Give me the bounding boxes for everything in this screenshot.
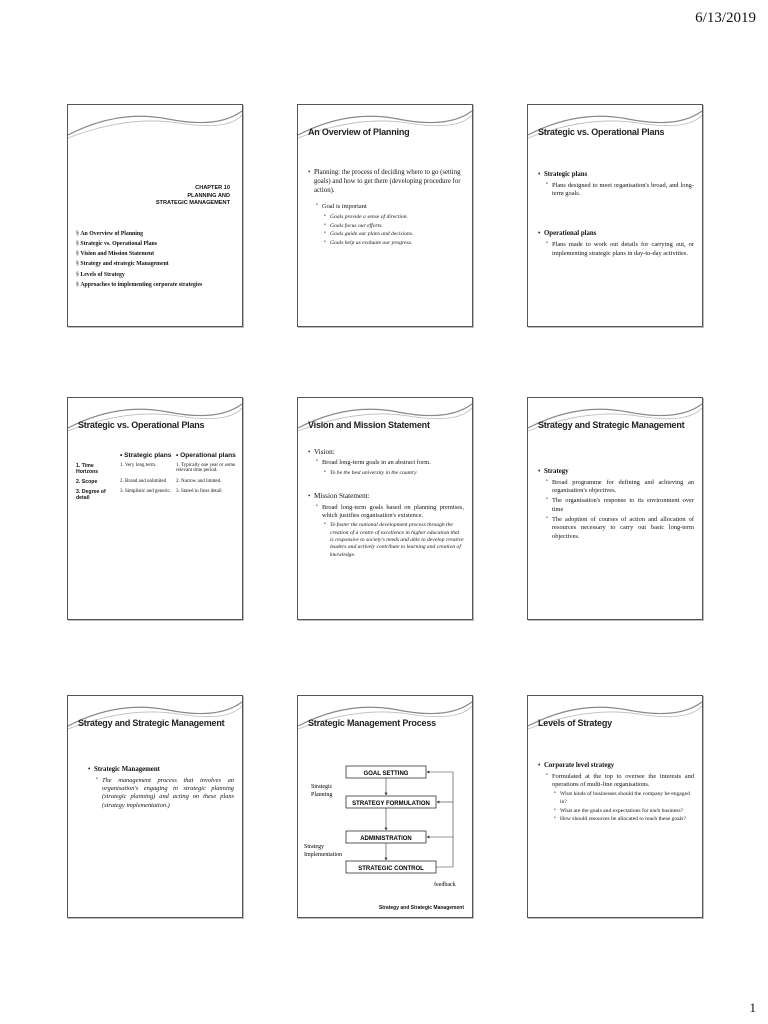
table-header-row [74, 450, 238, 461]
strategy-question: • How should resources be allocated to reach these goals? [554, 816, 694, 823]
feedback-loop [427, 772, 453, 867]
table-cell: 3. Simplistic and generic. [120, 489, 171, 494]
goal-item: • Goals focus our efforts. [324, 223, 464, 230]
slide-body [308, 169, 464, 249]
corporate-strategy-heading: • Corporate level strategy [538, 762, 694, 771]
strategy-point: • Broad programme for defining and achieving an organisation's objectives. [546, 479, 694, 496]
slide-strategic-management [67, 695, 243, 918]
slide-title: Vision and Mission Statement [308, 420, 430, 430]
chapter-contents [76, 229, 202, 290]
table-cell: 2. Broad and unlimited [120, 479, 167, 484]
strategy-heading: • Strategy [538, 468, 694, 477]
strategic-plans-text: • Plans designed to meet organisation's broad, and long-term goals. [546, 182, 694, 199]
strategic-planning-label: Strategic Planning [311, 784, 333, 798]
mission-heading: • Mission Statement: [308, 492, 464, 501]
slide-vision-mission [297, 397, 473, 620]
table-cell: 3. Stated in finer detail [176, 489, 222, 494]
slide-title: An Overview of Planning [308, 127, 410, 137]
slide-overview-of-planning [297, 104, 473, 327]
table-row [74, 477, 238, 487]
page-number: 1 [749, 1000, 756, 1015]
strategic-plans-heading: • Strategic plans [538, 171, 694, 180]
table-cell: 1. Very long term. [120, 463, 157, 468]
corporate-strategy-text: • Formulated at the top to oversee the interests and operations of multi-line organisations. [546, 773, 694, 790]
slide-title: Strategic Management Process [308, 718, 436, 728]
box-label: STRATEGY FORMULATION [352, 801, 430, 807]
slide-management-process [297, 695, 473, 918]
feedback-label: feedback [434, 882, 456, 888]
toc-item: § Strategic vs. Operational Plans [76, 239, 202, 249]
table-row [74, 487, 238, 503]
row-label: 3. Degree of detail [76, 489, 106, 501]
table-cell: 1. Typically one year or some relevant time period. [176, 463, 236, 473]
goal-item: • Goals help us evaluate our progress. [324, 240, 464, 247]
slide-footer: Strategy and Strategic Management [378, 905, 464, 911]
slide-strategy [527, 397, 703, 620]
toc-item: § Levels of Strategy [76, 270, 202, 280]
slide-title: Strategic vs. Operational Plans [538, 127, 665, 137]
box-label: STRATEGIC CONTROL [358, 866, 424, 872]
vision-heading: • Vision: [308, 448, 464, 457]
goal-heading: • Goal is important [316, 203, 464, 211]
goal-item: • Goals guide our plans and decisions. [324, 231, 464, 238]
slide-body [88, 766, 234, 812]
plans-comparison-table [74, 450, 238, 503]
operational-plans-heading: • Operational plans [538, 230, 694, 239]
planning-definition: • Planning: the process of deciding where to go (setting goals) and how to get there (developing procedure for action). [308, 169, 464, 195]
box-label: GOAL SETTING [363, 771, 409, 777]
vision-text: • Broad long-term goals in an abstract form. [316, 459, 464, 467]
table-cell: 2. Narrow and limited. [176, 479, 222, 484]
strategy-point: • The adoption of courses of action and allocation of resources necessary to carry out basic long-term objectives. [546, 516, 694, 541]
strategic-management-text: • The management process that involves an organisation's engaging in strategic planning (strategic planning) and acting on these plans (strategy implementation.) [96, 777, 234, 810]
mission-example: • To foster the national development process through the creation of a centre of excellence in higher education that is responsive to society's needs and able to develop creative leaders and actively contribute to learning and creation of knowledge. [324, 522, 464, 558]
strategy-question: • What kinds of businesses should the company be engaged in? [554, 791, 694, 806]
slide-strategic-vs-operational [527, 104, 703, 327]
toc-item: § Approaches to implementing corporate strategies [76, 280, 202, 290]
toc-item: § Strategy and strategic Management [76, 259, 202, 269]
slide-body [538, 468, 694, 543]
slide-body [538, 171, 694, 260]
column-header: • Strategic plans [120, 452, 172, 459]
toc-item: § Vision and Mission Statement [76, 249, 202, 259]
row-label: 1. Time Horizons [76, 463, 99, 475]
row-label: 2. Scope [76, 479, 98, 485]
vision-example: • To be the best university in the country [324, 470, 464, 477]
slide-body [538, 762, 694, 825]
box-label: ADMINISTRATION [360, 836, 412, 842]
process-diagram [298, 696, 472, 917]
strategy-implementation-label: Strategy Implementation [304, 844, 342, 858]
strategic-management-heading: • Strategic Management [88, 766, 234, 775]
slide-chapter-overview [67, 104, 243, 327]
strategy-question: • What are the goals and expectations for each business? [554, 808, 694, 815]
column-header: • Operational plans [176, 452, 236, 459]
goal-item: • Goals provide a sense of direction. [324, 214, 464, 221]
slide-comparison-table [67, 397, 243, 620]
slide-title: Strategy and Strategic Management [78, 718, 225, 728]
toc-item: § An Overview of Planning [76, 229, 202, 239]
slide-title: Levels of Strategy [538, 718, 612, 728]
slide-header-swoosh [68, 105, 242, 139]
slide-body [308, 448, 464, 560]
operational-plans-text: • Plans made to work out details for carrying out, or implementing strategic plans in day-to-day activities. [546, 241, 694, 258]
strategy-point: • The organisation's response to its environment over time [546, 497, 694, 514]
page-date: 6/13/2019 [695, 10, 756, 26]
chapter-heading: CHAPTER 10 PLANNING AND STRATEGIC MANAGEMENT [155, 185, 230, 207]
table-row [74, 461, 238, 477]
slide-levels-of-strategy [527, 695, 703, 918]
slide-title: Strategic vs. Operational Plans [78, 420, 205, 430]
mission-text: • Broad long-term goals based on planning premises, which justifies organisation's existence. [316, 504, 464, 521]
slide-title: Strategy and Strategic Management [538, 420, 685, 430]
